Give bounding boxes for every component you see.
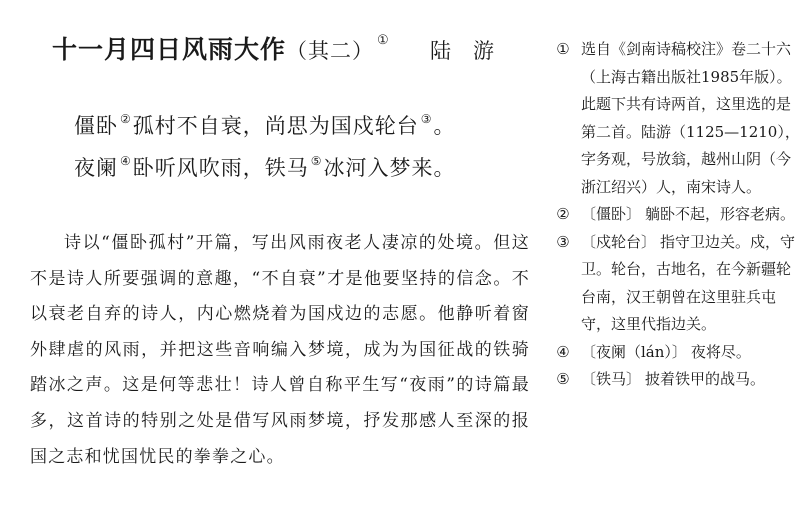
footnote-marker: ②	[556, 205, 570, 223]
poem-text: 僵卧	[74, 114, 118, 138]
title-block	[52, 30, 516, 66]
commentary	[30, 226, 530, 475]
poem-note-marker: ③	[420, 112, 432, 126]
footnote-text: 躺卧不起，形容老病。	[645, 205, 796, 223]
footnote-text: 指守卫边关。戍，守卫。轮台，古地名，在今新疆轮台南，汉王朝曾在这里驻兵屯守，这里代指边关。	[581, 232, 796, 333]
footnote-marker: ③	[556, 232, 570, 251]
poem-text: 。	[433, 114, 456, 138]
footnote-marker: ⑤	[556, 370, 570, 388]
poem-text: 孤村不自衰，尚思为国戍轮台	[132, 114, 419, 138]
footnote-marker: ①	[556, 40, 570, 58]
footnote-5	[551, 366, 801, 394]
poem-text: 卧听风吹雨，铁马	[132, 156, 309, 180]
poem-text: 冰河入梦来。	[323, 156, 456, 180]
footnote-1	[551, 36, 801, 201]
poem-line-1	[74, 102, 456, 144]
footnotes	[551, 36, 801, 394]
poem-note-marker: ⑤	[310, 154, 322, 168]
footnote-3	[551, 229, 801, 339]
poem-note-marker: ④	[120, 154, 131, 168]
footnote-term: 〔铁马〕	[581, 370, 642, 388]
poem-text: 夜阑	[74, 156, 118, 180]
poem-body	[74, 102, 456, 186]
title-note-marker: ①	[377, 33, 390, 48]
footnote-2	[551, 201, 801, 229]
footnote-text: 选自《剑南诗稿校注》卷二十六（上海古籍出版社1985年版）。此题下共有诗两首，这里选的是第二首。陆游（1125—1210），字务观，号放翁，越州山阴（今浙江绍兴）人，南宋诗人。	[581, 40, 800, 196]
poem-title-main: 十一月四日风雨大作	[52, 35, 287, 64]
footnote-term: 〔僵卧〕	[581, 205, 642, 223]
poem-title	[52, 30, 390, 66]
poem-note-marker: ②	[120, 112, 131, 126]
footnote-4	[551, 339, 801, 367]
footnote-text: 夜将尽。	[690, 342, 751, 361]
commentary-paragraph: 诗以“僵卧孤村”开篇，写出风雨夜老人凄凉的处境。但这不是诗人所要强调的意趣，“不自衰”才是他要坚持的信念。不以衰老自弃的诗人，内心燃烧着为国戍边的志愿。他静听着窗外肆虐的风雨，并把这些音响编入梦境，成为为国征战的铁骑踏冰之声。这是何等悲壮！诗人曾自称平生写“夜雨”的诗篇最多，这首诗的特别之处是借写风雨梦境，抒发那感人至深的报国之志和忧国忧民的拳拳之心。	[30, 233, 530, 467]
footnote-term: 〔夜阑（lán）〕	[581, 342, 687, 361]
poem-author: 陆游	[430, 39, 516, 63]
footnote-text: 披着铁甲的战马。	[645, 370, 766, 388]
footnote-term: 〔戍轮台〕	[581, 232, 657, 251]
poem-line-2	[74, 144, 456, 186]
poem-title-sub: （其二）	[286, 39, 375, 63]
footnote-marker: ④	[556, 342, 570, 361]
